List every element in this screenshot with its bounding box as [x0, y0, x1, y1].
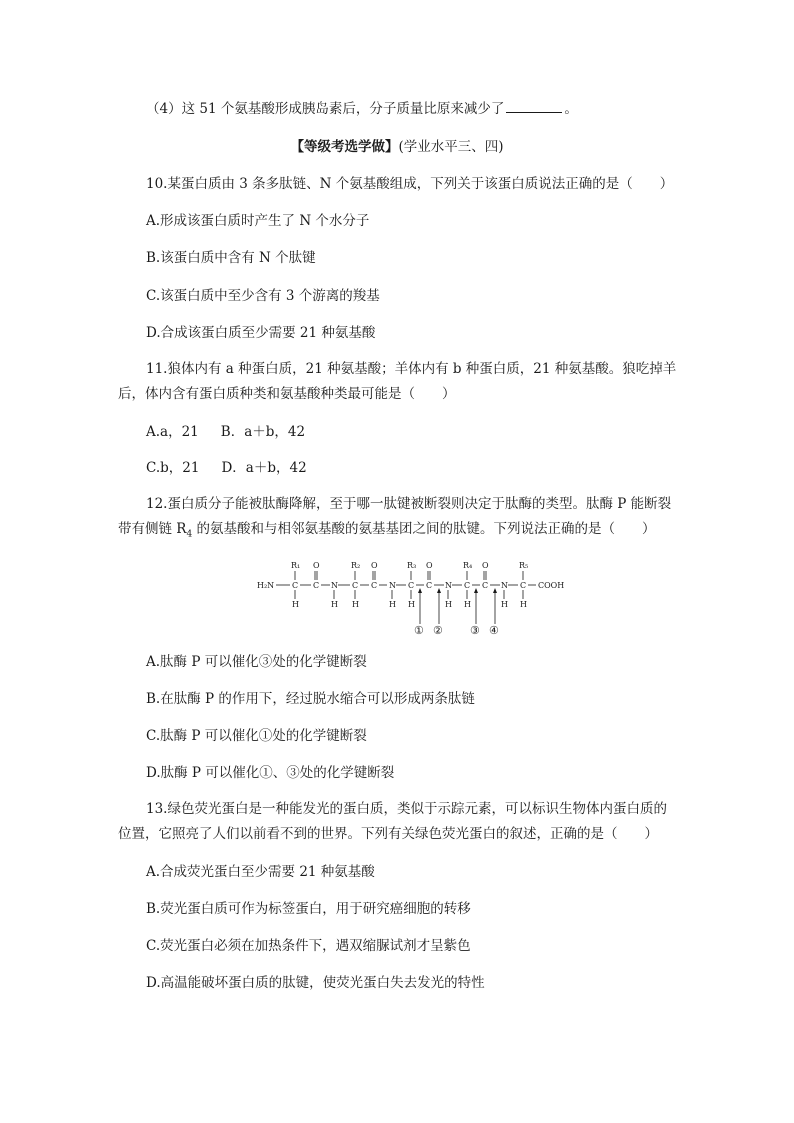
section-heading-bold: 【等级考选学做】	[290, 139, 399, 155]
question-12-stem-pre: 12.蛋白质分子能被肽酶降解，至于哪一肽键被断裂则决定于肽酶的类型。肽酶 P 能断裂带有侧链 R	[118, 496, 672, 537]
marker-4: ④	[489, 624, 499, 636]
question-11-option-a[interactable]: A.a，21	[146, 424, 199, 440]
atom-h: H	[352, 600, 359, 609]
question-10-option-b[interactable]: B.该蛋白质中含有 N 个肽键	[146, 250, 316, 266]
question-4-end: 。	[564, 101, 578, 117]
atom-c: C	[464, 581, 471, 590]
atom-h: H	[331, 600, 338, 609]
atom-c: C	[371, 581, 378, 590]
atom-c: C	[426, 581, 433, 590]
question-11-option-b[interactable]: B．a＋b，42	[220, 424, 306, 440]
atom-h: H	[389, 600, 396, 609]
atom-n: N	[331, 581, 338, 590]
question-13-option-b[interactable]: B.荧光蛋白质可作为标签蛋白，用于研究癌细胞的转移	[146, 901, 471, 917]
atom-o: O	[313, 561, 320, 570]
answer-blank[interactable]	[506, 98, 562, 113]
question-12-option-d[interactable]: D.肽酶 P 可以催化①、③处的化学键断裂	[146, 765, 395, 781]
atom-o: O	[371, 561, 378, 570]
atom-h: H	[520, 600, 527, 609]
atom-h: H	[464, 600, 471, 609]
question-12-stem	[118, 492, 680, 548]
chain-end: COOH	[538, 581, 565, 590]
atom-c: C	[313, 581, 320, 590]
atom-h: H	[292, 600, 299, 609]
question-13-option-c[interactable]: C.荧光蛋白必须在加热条件下，遇双缩脲试剂才呈紫色	[146, 938, 471, 954]
question-11-options-row-2	[146, 456, 706, 481]
atom-o: O	[482, 561, 489, 570]
question-10-option-d[interactable]: D.合成该蛋白质至少需要 21 种氨基酸	[146, 325, 376, 341]
atom-o: O	[426, 561, 433, 570]
chain-start: H₂N	[257, 581, 275, 590]
marker-1: ①	[414, 624, 424, 636]
r-group-3: R₃	[407, 561, 417, 570]
question-10-stem: 10.某蛋白质由 3 条多肽链、N 个氨基酸组成，下列关于该蛋白质说法正确的是（ ）	[146, 176, 674, 192]
atom-h: H	[445, 600, 452, 609]
atom-c: C	[292, 581, 299, 590]
peptide-chain-diagram	[256, 556, 576, 636]
r-group-2: R₂	[351, 561, 361, 570]
atom-n: N	[501, 581, 508, 590]
question-12-option-a[interactable]: A.肽酶 P 可以催化③处的化学键断裂	[146, 654, 367, 670]
question-11-option-d[interactable]: D．a＋b，42	[221, 460, 307, 476]
question-11-option-c[interactable]: C.b，21	[146, 460, 200, 476]
question-13-stem: 13.绿色荧光蛋白是一种能发光的蛋白质，类似于示踪元素，可以标识生物体内蛋白质的位置，它照亮了人们以前看不到的世界。下列有关绿色荧光蛋白的叙述，正确的是（ ）	[118, 801, 667, 842]
atom-h: H	[501, 600, 508, 609]
marker-2: ②	[433, 624, 443, 636]
atom-c: C	[520, 581, 527, 590]
r-group-4: R₄	[463, 561, 473, 570]
atom-c: C	[482, 581, 489, 590]
question-4-text: （4）这 51 个氨基酸形成胰岛素后，分子质量比原来减少了	[146, 101, 505, 117]
question-4	[146, 97, 706, 122]
question-10-option-a[interactable]: A.形成该蛋白质时产生了 N 个水分子	[146, 213, 370, 229]
question-12-option-c[interactable]: C.肽酶 P 可以催化①处的化学键断裂	[146, 728, 367, 744]
marker-3: ③	[470, 624, 480, 636]
atom-h: H	[408, 600, 415, 609]
question-11-stem: 11.狼体内有 a 种蛋白质，21 种氨基酸；羊体内有 b 种蛋白质，21 种氨基酸。狼吃掉羊后，体内含有蛋白质种类和氨基酸种类最可能是（ ）	[118, 361, 677, 402]
section-heading-rest: (学业水平三、四)	[398, 139, 504, 155]
question-13-option-d[interactable]: D.高温能破坏蛋白质的肽键，使荧光蛋白失去发光的特性	[146, 975, 485, 991]
question-12-stem-sub: 4	[186, 529, 193, 540]
atom-c: C	[408, 581, 415, 590]
r-group-1: R₁	[291, 561, 301, 570]
section-heading	[0, 135, 794, 160]
atom-n: N	[445, 581, 452, 590]
question-10-option-c[interactable]: C.该蛋白质中至少含有 3 个游离的羧基	[146, 288, 380, 304]
r-group-5: R₅	[519, 561, 529, 570]
question-12-option-b[interactable]: B.在肽酶 P 的作用下，经过脱水缩合可以形成两条肽链	[146, 691, 475, 707]
atom-c: C	[352, 581, 359, 590]
question-13-option-a[interactable]: A.合成荧光蛋白至少需要 21 种氨基酸	[146, 864, 375, 880]
atom-n: N	[389, 581, 396, 590]
question-12-stem-post: 的氨基酸和与相邻氨基酸的氨基基团之间的肽键。下列说法正确的是（ ）	[192, 521, 656, 537]
question-11-options-row-1	[146, 420, 706, 445]
